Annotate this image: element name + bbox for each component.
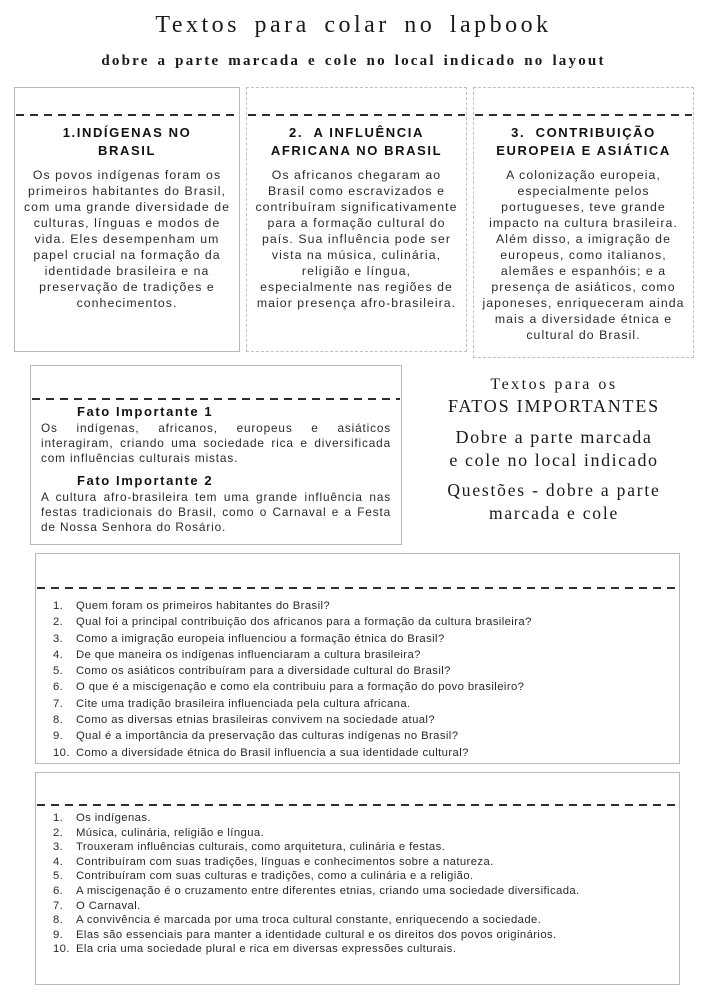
question-number: 3. bbox=[53, 632, 64, 645]
answer-text: A convivência é marcada por uma troca cultural constante, enriquecendo a sociedade. bbox=[76, 914, 542, 927]
answer-number: 5. bbox=[53, 870, 64, 883]
fold-line bbox=[16, 114, 238, 116]
fold-flap bbox=[36, 554, 679, 587]
fold-flap bbox=[474, 88, 693, 114]
question-number: 1. bbox=[53, 600, 64, 612]
fact-2-heading: Fato Importante 2 bbox=[77, 473, 214, 488]
fold-line bbox=[37, 804, 678, 806]
answer-number: 2. bbox=[53, 826, 64, 839]
answer-item bbox=[53, 884, 667, 899]
instructions-block bbox=[408, 374, 700, 525]
answer-number: 3. bbox=[53, 841, 64, 854]
question-text: De que maneira os indígenas influenciaram a cultura brasileira? bbox=[76, 648, 421, 661]
fold-flap bbox=[31, 366, 401, 398]
fact-1-heading: Fato Importante 1 bbox=[77, 404, 214, 419]
answer-item bbox=[53, 913, 667, 928]
card-heading: 3. CONTRIBUIÇÃO EUROPEIA E ASIÁTICA bbox=[496, 125, 671, 158]
instruction-line: Textos para os bbox=[490, 376, 618, 393]
question-number: 5. bbox=[53, 665, 64, 678]
answer-item bbox=[53, 826, 667, 841]
card-indigenas-no-brasil bbox=[14, 87, 240, 352]
card-influencia-africana bbox=[246, 87, 467, 352]
page-subtitle: dobre a parte marcada e cole no local indicado no layout bbox=[101, 53, 606, 69]
card-body: Os povos indígenas foram os primeiros habitantes do Brasil, com uma grande diversidade de culturas, línguas e modos de vida. Eles desempenham um papel crucial na formação da identidade brasileira e na preservação de tradições e conhecimentos. bbox=[23, 168, 231, 310]
question-item bbox=[53, 696, 667, 712]
question-number: 7. bbox=[53, 697, 64, 710]
answer-number: 1. bbox=[53, 812, 64, 824]
answer-number: 9. bbox=[53, 928, 64, 941]
question-item bbox=[53, 712, 667, 728]
answers-list bbox=[36, 811, 679, 957]
fold-line bbox=[475, 114, 692, 116]
answer-number: 10. bbox=[53, 943, 70, 956]
fold-line bbox=[248, 114, 465, 116]
fold-flap bbox=[36, 773, 679, 804]
question-number: 4. bbox=[53, 648, 64, 661]
question-text: Como as diversas etnias brasileiras convivem na sociedade atual? bbox=[76, 714, 436, 727]
answer-item bbox=[53, 942, 667, 957]
answer-item bbox=[53, 855, 667, 870]
answer-text: Trouxeram influências culturais, como arquitetura, culinária e festas. bbox=[76, 841, 446, 854]
question-text: O que é a miscigenação e como ela contribuiu para a formação do povo brasileiro? bbox=[76, 681, 525, 694]
instruction-line: FATOS IMPORTANTES bbox=[448, 396, 660, 416]
answer-text: Os indígenas. bbox=[76, 812, 151, 824]
important-facts-box bbox=[30, 365, 402, 545]
card-heading: 2. A INFLUÊNCIA AFRICANA NO BRASIL bbox=[270, 125, 443, 158]
question-number: 2. bbox=[53, 616, 64, 629]
answer-text: Música, culinária, religião e língua. bbox=[76, 826, 265, 839]
question-item bbox=[53, 631, 667, 647]
question-text: Como a diversidade étnica do Brasil influencia a sua identidade cultural? bbox=[76, 746, 469, 759]
instruction-line: Dobre a parte marcada bbox=[455, 427, 653, 447]
answer-text: O Carnaval. bbox=[76, 899, 141, 912]
answer-item bbox=[53, 869, 667, 884]
answer-text: Elas são essenciais para manter a identidade cultural e os direitos dos povos originários. bbox=[76, 928, 557, 941]
answer-item bbox=[53, 840, 667, 855]
page-title: Textos para colar no lapbook bbox=[155, 12, 552, 38]
fact-2-body: A cultura afro-brasileira tem uma grande influência nas festas tradicionais do Brasil, como o Carnaval e a Festa de Nossa Senhora do Rosário. bbox=[41, 490, 391, 534]
instruction-line: Questões - dobre a parte bbox=[447, 480, 661, 500]
instruction-line: e cole no local indicado bbox=[449, 450, 659, 470]
question-number: 10. bbox=[53, 746, 70, 759]
answer-number: 7. bbox=[53, 899, 64, 912]
answer-item bbox=[53, 811, 667, 826]
answer-text: Ela cria uma sociedade plural e rica em diversas expressões culturais. bbox=[76, 943, 457, 956]
question-text: Cite uma tradição brasileira influenciada pela cultura africana. bbox=[76, 697, 411, 710]
question-text: Como os asiáticos contribuíram para a diversidade cultural do Brasil? bbox=[76, 665, 451, 678]
question-item bbox=[53, 679, 667, 695]
card-body: A colonização europeia, especialmente pelos portugueses, teve grande impacto na cultura brasileira. Além disso, a imigração de europeus, como italianos, alemães e espanhóis; e a presença de asiáticos, como japoneses, enriqueceram ainda mais a diversidade étnica e cultural do Brasil. bbox=[482, 168, 685, 342]
question-item bbox=[53, 614, 667, 630]
question-number: 8. bbox=[53, 714, 64, 727]
card-contribuicao-europeia-asiatica bbox=[473, 87, 694, 358]
answer-number: 8. bbox=[53, 914, 64, 927]
question-item bbox=[53, 647, 667, 663]
question-item bbox=[53, 663, 667, 679]
question-number: 9. bbox=[53, 730, 64, 743]
fold-line bbox=[37, 587, 678, 589]
question-text: Como a imigração europeia influenciou a formação étnica do Brasil? bbox=[76, 632, 445, 645]
answers-box bbox=[35, 772, 680, 985]
questions-box bbox=[35, 553, 680, 764]
answer-number: 4. bbox=[53, 855, 64, 868]
answer-text: A miscigenação é o cruzamento entre diferentes etnias, criando uma sociedade diversificada. bbox=[76, 884, 580, 897]
fold-line bbox=[32, 398, 400, 400]
text-cards-row bbox=[14, 87, 694, 358]
fold-flap bbox=[247, 88, 466, 114]
question-item bbox=[53, 728, 667, 744]
question-text: Qual é a importância da preservação das culturas indígenas no Brasil? bbox=[76, 730, 459, 743]
answer-item bbox=[53, 928, 667, 943]
question-number: 6. bbox=[53, 681, 64, 694]
fact-1-body: Os indígenas, africanos, europeus e asiáticos interagiram, criando uma sociedade rica e diversificada com influências culturais mistas. bbox=[41, 421, 391, 465]
question-text: Qual foi a principal contribuição dos africanos para a formação da cultura brasileira? bbox=[76, 616, 532, 629]
fold-flap bbox=[15, 88, 239, 114]
questions-list bbox=[36, 598, 679, 761]
instruction-line: marcada e cole bbox=[488, 503, 620, 523]
card-body: Os africanos chegaram ao Brasil como escravizados e contribuíram significativamente para a formação cultural do país. Sua influência pode ser vista na música, culinária, religião e língua, especialmente nas regiões de maior presença afro-brasileira. bbox=[255, 168, 458, 310]
question-item bbox=[53, 598, 667, 614]
answer-text: Contribuíram com suas tradições, línguas e conhecimentos sobre a natureza. bbox=[76, 855, 494, 868]
question-item bbox=[53, 745, 667, 761]
answer-number: 6. bbox=[53, 884, 64, 897]
question-text: Quem foram os primeiros habitantes do Brasil? bbox=[76, 600, 331, 612]
answer-item bbox=[53, 899, 667, 914]
answer-text: Contribuíram com suas culturas e tradições, como a culinária e a religião. bbox=[76, 870, 474, 883]
card-heading: 1.INDÍGENAS NO BRASIL bbox=[62, 125, 192, 158]
